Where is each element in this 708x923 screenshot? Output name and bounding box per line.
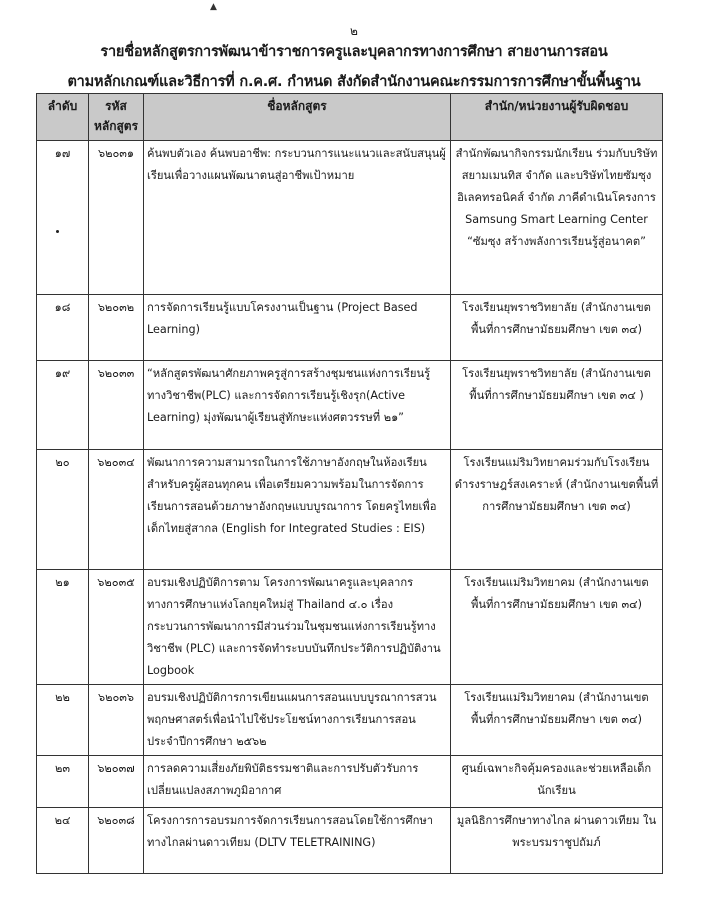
row-agency: โรงเรียนยุพราชวิทยาลัย (สำนักงานเขตพื้นที่การศึกษามัธยมศึกษา เขต ๓๔ ) — [451, 361, 663, 450]
row-no: ๑๘ — [37, 295, 89, 361]
col-header-code: รหัส หลักสูตร — [89, 94, 144, 141]
table-row — [37, 756, 663, 808]
table-header-row — [37, 94, 663, 141]
course-table — [36, 93, 663, 874]
row-code: ๖๒๐๓๑ — [89, 141, 144, 295]
row-course: อบรมเชิงปฏิบัติการการเขียนแผนการสอนแบบบูรณาการสวนพฤกษศาสตร์เพื่อนำไปใช้ประโยชน์ทางการเรียนการสอน ประจำปีการศึกษา ๒๕๖๒ — [144, 685, 451, 756]
row-no: ๑๙ — [37, 361, 89, 450]
table-row — [37, 141, 663, 295]
row-no: ๒๔ — [37, 808, 89, 874]
row-agency: มูลนิธิการศึกษาทางไกล ผ่านดาวเทียม ในพระบรมราชูปถัมภ์ — [451, 808, 663, 874]
table-row — [37, 361, 663, 450]
row-agency: โรงเรียนแม่ริมวิทยาคมร่วมกับโรงเรียนดำรงราษฎร์สงเคราะห์ (สำนักงานเขตพื้นที่การศึกษามัธยมศึกษา เขต ๓๔) — [451, 450, 663, 570]
table-row — [37, 685, 663, 756]
row-course: อบรมเชิงปฏิบัติการตาม โครงการพัฒนาครูและบุคลากรทางการศึกษาแห่งโลกยุคใหม่สู่ Thailand ๔.๐ เรื่อง กระบวนการพัฒนาการมีส่วนร่วมในชุมชนแห่งการเรียนรู้ทางวิชาชีพ (PLC) และการจัดทำระบบบันทึกประวัติการปฏิบัติงาน Logbook — [144, 570, 451, 685]
row-agency: โรงเรียนยุพราชวิทยาลัย (สำนักงานเขตพื้นที่การศึกษามัธยมศึกษา เขต ๓๔) — [451, 295, 663, 361]
col-header-no: ลำดับ — [37, 94, 89, 141]
page-title-line-1: รายชื่อหลักสูตรการพัฒนาข้าราชการครูและบุคลากรทางการศึกษา สายงานการสอน — [100, 44, 608, 60]
col-header-course: ชื่อหลักสูตร — [144, 94, 451, 141]
row-course: การจัดการเรียนรู้แบบโครงงานเป็นฐาน (Project Based Learning) — [144, 295, 451, 361]
col-header-agency: สำนัก/หน่วยงานผู้รับผิดชอบ — [451, 94, 663, 141]
row-no: ๒๑ — [37, 570, 89, 685]
page-number: ๒ — [350, 24, 358, 38]
row-code: ๖๒๐๓๖ — [89, 685, 144, 756]
row-code: ๖๒๐๓๗ — [89, 756, 144, 808]
row-agency: สำนักพัฒนากิจกรรมนักเรียน ร่วมกับบริษัทสยามเมนทิส จำกัด และบริษัทไทยซัมซุงอิเลคทรอนิคส์ จำกัด ภาคีดำเนินโครงการ Samsung Smart Learning Center “ซัมซุง สร้างพลังการเรียนรู้สู่อนาคต” — [451, 141, 663, 295]
row-course: พัฒนาการความสามารถในการใช้ภาษาอังกฤษในห้องเรียนสำหรับครูผู้สอนทุกคน เพื่อเตรียมความพร้อมในการจัดการเรียนการสอนด้วยภาษาอังกฤษแบบบูรณาการ โดยครูไทยเพื่อเด็กไทยสู่สากล (English for Integrated Studies : EIS) — [144, 450, 451, 570]
row-no: ๒๒ — [37, 685, 89, 756]
table-row — [37, 450, 663, 570]
row-code: ๖๒๐๓๓ — [89, 361, 144, 450]
row-course: ค้นพบตัวเอง ค้นพบอาชีพ: กระบวนการแนะแนวและสนับสนุนผู้เรียนเพื่อวางแผนพัฒนาตนสู่อาชีพเป้าหมาย — [144, 141, 451, 295]
row-code: ๖๒๐๓๕ — [89, 570, 144, 685]
row-agency: ศูนย์เฉพาะกิจคุ้มครองและช่วยเหลือเด็กนักเรียน — [451, 756, 663, 808]
row-agency: โรงเรียนแม่ริมวิทยาคม (สำนักงานเขตพื้นที่การศึกษามัธยมศึกษา เขต ๓๔) — [451, 570, 663, 685]
row-no: ๑๗ — [37, 141, 89, 295]
row-course: “หลักสูตรพัฒนาศักยภาพครูสู่การสร้างชุมชนแห่งการเรียนรู้ทางวิชาชีพ(PLC) และการจัดการเรียนรู้เชิงรุก(Active Learning) มุ่งพัฒนาผู้เรียนสู่ทักษะแห่งศตวรรษที่ ๒๑” — [144, 361, 451, 450]
scan-mark: ▲ — [210, 2, 217, 12]
row-course: โครงการการอบรมการจัดการเรียนการสอนโดยใช้การศึกษาทางไกลผ่านดาวเทียม (DLTV TELETRAINING) — [144, 808, 451, 874]
row-course: การลดความเสี่ยงภัยพิบัติธรรมชาติและการปรับตัวรับการเปลี่ยนแปลงสภาพภูมิอากาศ — [144, 756, 451, 808]
page-title-line-2: ตามหลักเกณฑ์และวิธีการที่ ก.ค.ศ. กำหนด สังกัดสำนักงานคณะกรรมการการศึกษาขั้นพื้นฐาน — [67, 74, 641, 90]
row-no: ๒๐ — [37, 450, 89, 570]
table-row — [37, 570, 663, 685]
row-agency: โรงเรียนแม่ริมวิทยาคม (สำนักงานเขตพื้นที่การศึกษามัธยมศึกษา เขต ๓๔) — [451, 685, 663, 756]
row-no: ๒๓ — [37, 756, 89, 808]
table-row — [37, 295, 663, 361]
row-code: ๖๒๐๓๘ — [89, 808, 144, 874]
row-code: ๖๒๐๓๔ — [89, 450, 144, 570]
table-row — [37, 808, 663, 874]
row-code: ๖๒๐๓๒ — [89, 295, 144, 361]
